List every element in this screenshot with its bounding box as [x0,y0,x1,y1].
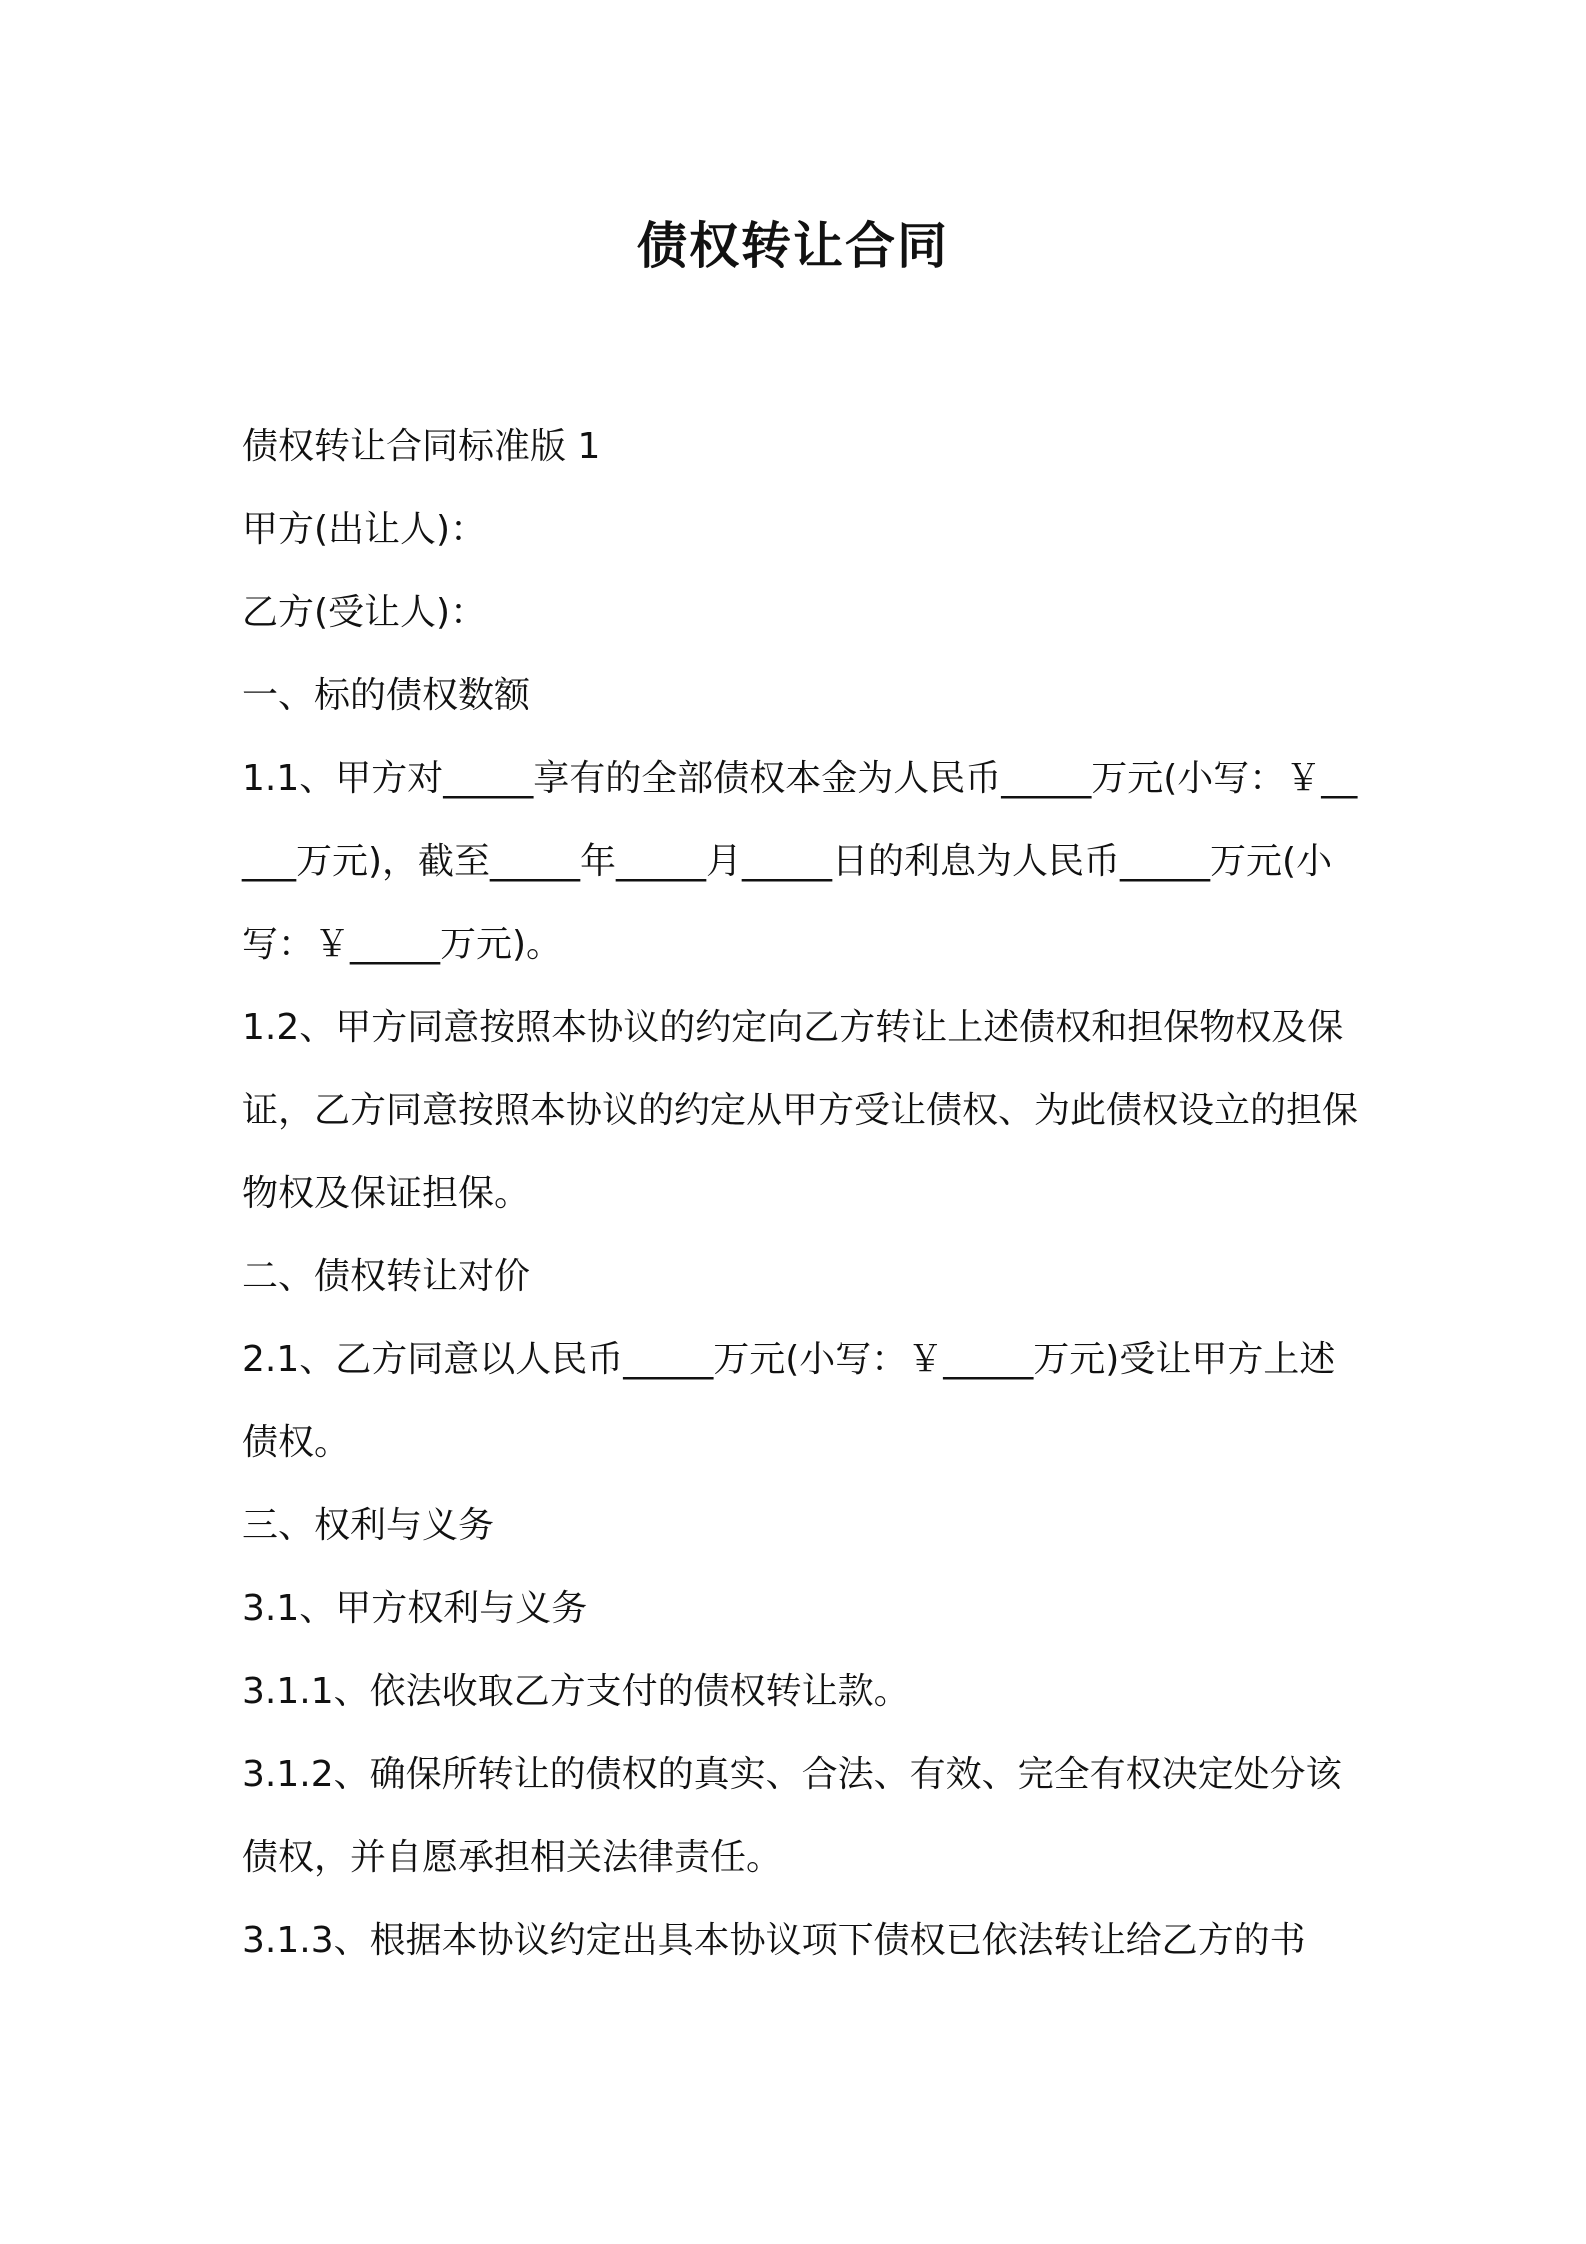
section-heading-3: 三、权利与义务 [242,1505,495,1546]
paragraph-party-b: 乙方(受让人)： [242,592,487,633]
document-title: 债权转让合同 [637,217,949,275]
clause-2-1: 2.1、乙方同意以人民币_____万元(小写：￥_____万元)受让甲方上述债权。 [242,1339,1336,1463]
section-heading-2: 二、债权转让对价 [242,1256,531,1297]
paragraph-version: 债权转让合同标准版 1 [242,426,601,467]
clause-3-1-3: 3.1.3、根据本协议约定出具本协议项下债权已依法转让给乙方的书 [242,1920,1306,1961]
document-body [242,405,1362,1982]
section-heading-1: 一、标的债权数额 [242,675,531,716]
clause-1-1: 1.1、甲方对_____享有的全部债权本金为人民币_____万元(小写：￥_____万元)，截至_____年_____月_____日的利息为人民币_____万元(小写：￥_____万元)。 [242,758,1358,965]
clause-3-1-1: 3.1.1、依法收取乙方支付的债权转让款。 [242,1671,910,1712]
clause-1-2: 1.2、甲方同意按照本协议的约定向乙方转让上述债权和担保物权及保证，乙方同意按照本协议的约定从甲方受让债权、为此债权设立的担保物权及保证担保。 [242,1007,1359,1214]
clause-3-1: 3.1、甲方权利与义务 [242,1588,588,1629]
clause-3-1-2: 3.1.2、确保所转让的债权的真实、合法、有效、完全有权决定处分该债权，并自愿承担相关法律责任。 [242,1754,1342,1878]
paragraph-party-a: 甲方(出让人)： [242,509,487,550]
